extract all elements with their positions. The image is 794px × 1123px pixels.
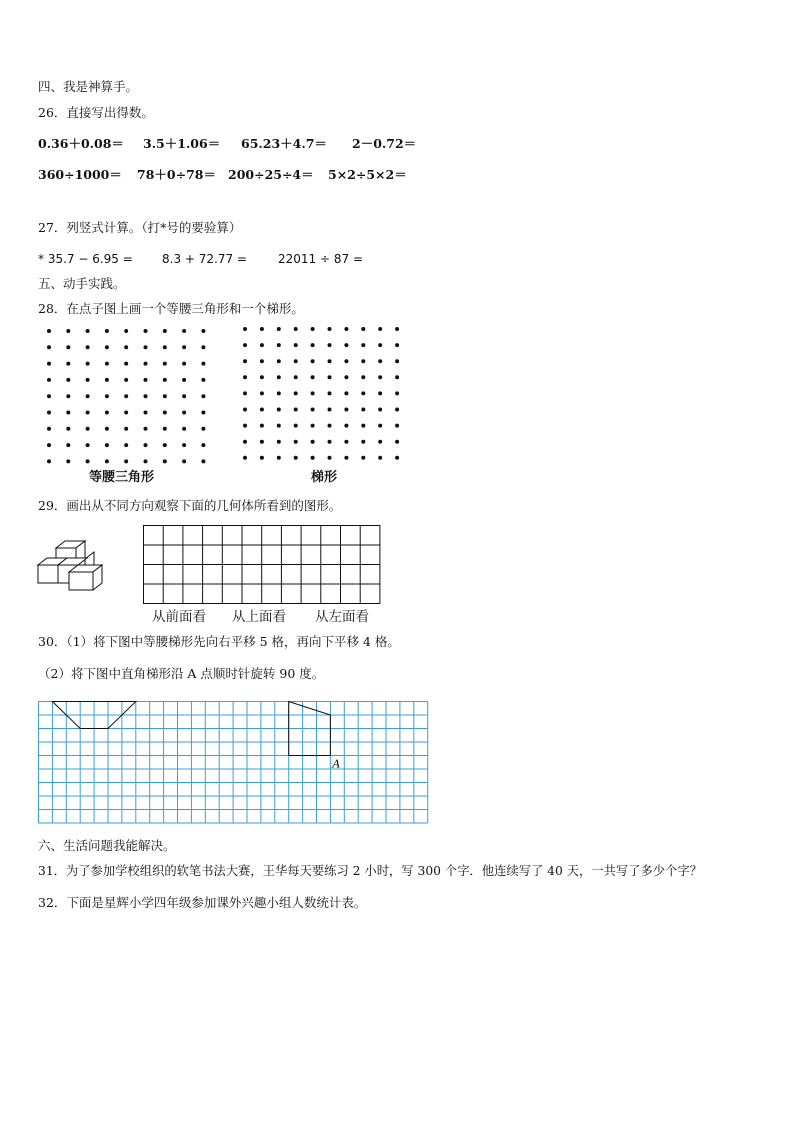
grid-dot[interactable]: [378, 343, 382, 347]
question-32-text: 32．下面是星辉小学四年级参加课外兴趣小组人数统计表。: [38, 895, 367, 910]
grid-dot[interactable]: [311, 408, 315, 412]
grid-dot[interactable]: [144, 459, 148, 463]
grid-dot[interactable]: [311, 456, 315, 460]
grid-dot[interactable]: [243, 391, 247, 395]
grid-dot[interactable]: [124, 411, 128, 415]
mental-math-item: 0.36＋0.08＝: [38, 136, 124, 151]
view-drawing-grid[interactable]: [143, 525, 381, 605]
question-28-title: 28．在点子图上画一个等腰三角形和一个梯形。: [38, 301, 304, 316]
question-31-text: 31．为了参加学校组织的软笔书法大赛，王华每天要练习 2 小时，写 300 个字．他连续写了 40 天，一共写了多少个字？: [38, 864, 702, 878]
grid-dot[interactable]: [86, 459, 90, 463]
grid-dot[interactable]: [105, 459, 109, 463]
grid-dot[interactable]: [201, 394, 205, 398]
grid-dot[interactable]: [378, 375, 382, 379]
grid-dot[interactable]: [86, 394, 90, 398]
grid-dot[interactable]: [395, 343, 399, 347]
grid-dot[interactable]: [311, 424, 315, 428]
grid-dot[interactable]: [105, 411, 109, 415]
grid-dot[interactable]: [344, 327, 348, 331]
dot-grid-right[interactable]: [241, 325, 411, 460]
grid-dot[interactable]: [163, 378, 167, 382]
grid-dot[interactable]: [344, 359, 348, 363]
mental-math-item: 78＋0÷78＝: [137, 167, 216, 182]
grid-dot[interactable]: [328, 408, 332, 412]
grid-dot[interactable]: [361, 391, 365, 395]
grid-dot[interactable]: [294, 359, 298, 363]
grid-dot[interactable]: [105, 329, 109, 333]
grid-dot[interactable]: [86, 443, 90, 447]
grid-dot[interactable]: [201, 459, 205, 463]
grid-dot[interactable]: [361, 440, 365, 444]
grid-dot[interactable]: [66, 378, 70, 382]
grid-dot[interactable]: [378, 359, 382, 363]
grid-dot[interactable]: [311, 327, 315, 331]
grid-dot[interactable]: [260, 440, 264, 444]
grid-dot[interactable]: [277, 391, 281, 395]
grid-dot[interactable]: [361, 375, 365, 379]
grid-dot[interactable]: [311, 359, 315, 363]
grid-dot[interactable]: [163, 362, 167, 366]
grid-dot[interactable]: [277, 456, 281, 460]
grid-dot[interactable]: [243, 343, 247, 347]
grid-dot[interactable]: [260, 375, 264, 379]
vertical-calc-item: 8.3 + 72.77 =: [162, 252, 247, 266]
grid-dot[interactable]: [144, 427, 148, 431]
grid-dot[interactable]: [105, 427, 109, 431]
grid-dot[interactable]: [243, 375, 247, 379]
grid-dot[interactable]: [260, 456, 264, 460]
grid-dot[interactable]: [124, 345, 128, 349]
grid-dot[interactable]: [144, 329, 148, 333]
grid-dot[interactable]: [124, 378, 128, 382]
view-label-top: 从上面看: [232, 609, 286, 625]
grid-dot[interactable]: [361, 456, 365, 460]
grid-dot[interactable]: [163, 329, 167, 333]
point-a-label: A: [332, 757, 341, 771]
grid-dot[interactable]: [361, 343, 365, 347]
vertical-calc-item: 22011 ÷ 87 =: [278, 252, 363, 266]
dot-grid-left[interactable]: [45, 327, 215, 462]
question-27-title: 27．列竖式计算。（打*号的要验算）: [38, 220, 242, 235]
grid-dot[interactable]: [66, 345, 70, 349]
grid-dot[interactable]: [344, 343, 348, 347]
grid-dot[interactable]: [361, 408, 365, 412]
grid-dot[interactable]: [277, 359, 281, 363]
grid-dot[interactable]: [66, 394, 70, 398]
grid-dot[interactable]: [86, 362, 90, 366]
grid-dot[interactable]: [86, 378, 90, 382]
grid-dot[interactable]: [105, 362, 109, 366]
mental-math-item: 360÷1000＝: [38, 167, 122, 182]
view-label-left: 从左面看: [315, 609, 369, 625]
grid-dot[interactable]: [277, 440, 281, 444]
grid-dot[interactable]: [124, 329, 128, 333]
grid-dot[interactable]: [182, 362, 186, 366]
grid-dot[interactable]: [105, 394, 109, 398]
grid-dot[interactable]: [378, 456, 382, 460]
grid-dot[interactable]: [182, 443, 186, 447]
grid-dot[interactable]: [260, 343, 264, 347]
grid-dot[interactable]: [105, 378, 109, 382]
grid-dot[interactable]: [294, 391, 298, 395]
grid-dot[interactable]: [311, 343, 315, 347]
grid-dot[interactable]: [201, 329, 205, 333]
grid-dot[interactable]: [395, 456, 399, 460]
grid-dot[interactable]: [124, 459, 128, 463]
grid-dot[interactable]: [260, 424, 264, 428]
grid-dot[interactable]: [243, 424, 247, 428]
grid-dot[interactable]: [47, 459, 51, 463]
grid-dot[interactable]: [86, 345, 90, 349]
grid-dot[interactable]: [86, 427, 90, 431]
grid-dot[interactable]: [144, 394, 148, 398]
grid-dot[interactable]: [260, 327, 264, 331]
transform-grid[interactable]: [38, 701, 430, 825]
grid-dot[interactable]: [311, 391, 315, 395]
grid-dot[interactable]: [378, 440, 382, 444]
mental-math-item: 200÷25÷4＝: [228, 167, 314, 182]
grid-dot[interactable]: [294, 408, 298, 412]
grid-dot[interactable]: [311, 375, 315, 379]
grid-dot[interactable]: [395, 327, 399, 331]
question-26-title: 26．直接写出得数。: [38, 105, 154, 120]
grid-dot[interactable]: [328, 391, 332, 395]
grid-dot[interactable]: [144, 362, 148, 366]
grid-dot[interactable]: [243, 456, 247, 460]
grid-dot[interactable]: [361, 327, 365, 331]
dot-grid-caption-triangle: 等腰三角形: [89, 470, 155, 485]
grid-dot[interactable]: [66, 411, 70, 415]
grid-dot[interactable]: [277, 327, 281, 331]
grid-dot[interactable]: [277, 424, 281, 428]
grid-dot[interactable]: [182, 459, 186, 463]
grid-dot[interactable]: [378, 391, 382, 395]
grid-dot[interactable]: [344, 375, 348, 379]
grid-dot[interactable]: [182, 329, 186, 333]
grid-dot[interactable]: [66, 362, 70, 366]
grid-dot[interactable]: [66, 459, 70, 463]
grid-dot[interactable]: [277, 375, 281, 379]
grid-dot[interactable]: [294, 456, 298, 460]
grid-dot[interactable]: [243, 327, 247, 331]
grid-dot[interactable]: [86, 411, 90, 415]
vertical-calc-item: * 35.7 − 6.95 =: [38, 252, 133, 266]
grid-dot[interactable]: [66, 329, 70, 333]
grid-dot[interactable]: [395, 375, 399, 379]
grid-dot[interactable]: [144, 378, 148, 382]
mental-math-item: 5×2÷5×2＝: [328, 167, 407, 182]
grid-dot[interactable]: [260, 391, 264, 395]
grid-dot[interactable]: [47, 345, 51, 349]
section-heading-4: 四、我是神算手。: [38, 79, 139, 94]
grid-dot[interactable]: [182, 427, 186, 431]
grid-dot[interactable]: [277, 343, 281, 347]
grid-dot[interactable]: [144, 443, 148, 447]
grid-dot[interactable]: [378, 408, 382, 412]
grid-dot[interactable]: [124, 443, 128, 447]
grid-dot[interactable]: [144, 345, 148, 349]
grid-dot[interactable]: [201, 443, 205, 447]
grid-dot[interactable]: [163, 394, 167, 398]
grid-dot[interactable]: [328, 327, 332, 331]
grid-dot[interactable]: [201, 411, 205, 415]
grid-dot[interactable]: [294, 440, 298, 444]
dot-grid-caption-trapezoid: 梯形: [311, 470, 338, 485]
grid-dot[interactable]: [328, 440, 332, 444]
grid-dot[interactable]: [201, 345, 205, 349]
grid-dot[interactable]: [344, 424, 348, 428]
grid-dot[interactable]: [124, 427, 128, 431]
question-30-part1: 30．（1）将下图中等腰梯形先向右平移 5 格，再向下平移 4 格。: [38, 634, 400, 649]
grid-dot[interactable]: [243, 440, 247, 444]
grid-dot[interactable]: [47, 411, 51, 415]
grid-dot[interactable]: [66, 427, 70, 431]
grid-dot[interactable]: [47, 378, 51, 382]
grid-dot[interactable]: [328, 343, 332, 347]
grid-dot[interactable]: [395, 391, 399, 395]
grid-dot[interactable]: [294, 327, 298, 331]
grid-dot[interactable]: [182, 378, 186, 382]
grid-dot[interactable]: [361, 424, 365, 428]
grid-dot[interactable]: [47, 427, 51, 431]
grid-dot[interactable]: [277, 408, 281, 412]
grid-dot[interactable]: [182, 394, 186, 398]
grid-dot[interactable]: [243, 408, 247, 412]
mental-math-item: 2－0.72＝: [352, 136, 417, 151]
grid-dot[interactable]: [294, 424, 298, 428]
grid-dot[interactable]: [47, 329, 51, 333]
question-29-title: 29．画出从不同方向观察下面的几何体所看到的图形。: [38, 498, 342, 513]
section-heading-5: 五、动手实践。: [38, 276, 126, 291]
grid-dot[interactable]: [395, 359, 399, 363]
grid-dot[interactable]: [163, 411, 167, 415]
grid-dot[interactable]: [124, 362, 128, 366]
view-label-front: 从前面看: [152, 609, 206, 625]
question-30-part2: （2）将下图中直角梯形沿 A 点顺时针旋转 90 度。: [38, 666, 325, 681]
grid-dot[interactable]: [294, 375, 298, 379]
grid-dot[interactable]: [201, 378, 205, 382]
grid-dot[interactable]: [328, 424, 332, 428]
cube-solid-figure: [36, 538, 111, 598]
grid-dot[interactable]: [395, 440, 399, 444]
grid-dot[interactable]: [105, 443, 109, 447]
grid-dot[interactable]: [163, 459, 167, 463]
grid-dot[interactable]: [260, 408, 264, 412]
grid-dot[interactable]: [294, 343, 298, 347]
grid-dot[interactable]: [328, 359, 332, 363]
grid-dot[interactable]: [201, 427, 205, 431]
grid-dot[interactable]: [105, 345, 109, 349]
grid-dot[interactable]: [344, 408, 348, 412]
grid-dot[interactable]: [163, 345, 167, 349]
grid-dot[interactable]: [378, 327, 382, 331]
grid-dot[interactable]: [144, 411, 148, 415]
grid-dot[interactable]: [47, 362, 51, 366]
section-heading-6: 六、生活问题我能解决。: [38, 838, 176, 853]
grid-dot[interactable]: [311, 440, 315, 444]
grid-dot[interactable]: [47, 443, 51, 447]
grid-dot[interactable]: [344, 440, 348, 444]
grid-dot[interactable]: [124, 394, 128, 398]
grid-dot[interactable]: [86, 329, 90, 333]
grid-dot[interactable]: [47, 394, 51, 398]
grid-dot[interactable]: [201, 362, 205, 366]
grid-dot[interactable]: [163, 443, 167, 447]
mental-math-item: 65.23＋4.7＝: [241, 136, 327, 151]
grid-dot[interactable]: [361, 359, 365, 363]
grid-dot[interactable]: [243, 359, 247, 363]
grid-dot[interactable]: [395, 424, 399, 428]
grid-dot[interactable]: [182, 411, 186, 415]
grid-dot[interactable]: [163, 427, 167, 431]
grid-dot[interactable]: [395, 408, 399, 412]
grid-dot[interactable]: [182, 345, 186, 349]
grid-dot[interactable]: [344, 391, 348, 395]
grid-dot[interactable]: [66, 443, 70, 447]
grid-dot[interactable]: [260, 359, 264, 363]
grid-dot[interactable]: [344, 456, 348, 460]
grid-dot[interactable]: [378, 424, 382, 428]
grid-dot[interactable]: [328, 375, 332, 379]
mental-math-item: 3.5＋1.06＝: [143, 136, 221, 151]
grid-dot[interactable]: [328, 456, 332, 460]
